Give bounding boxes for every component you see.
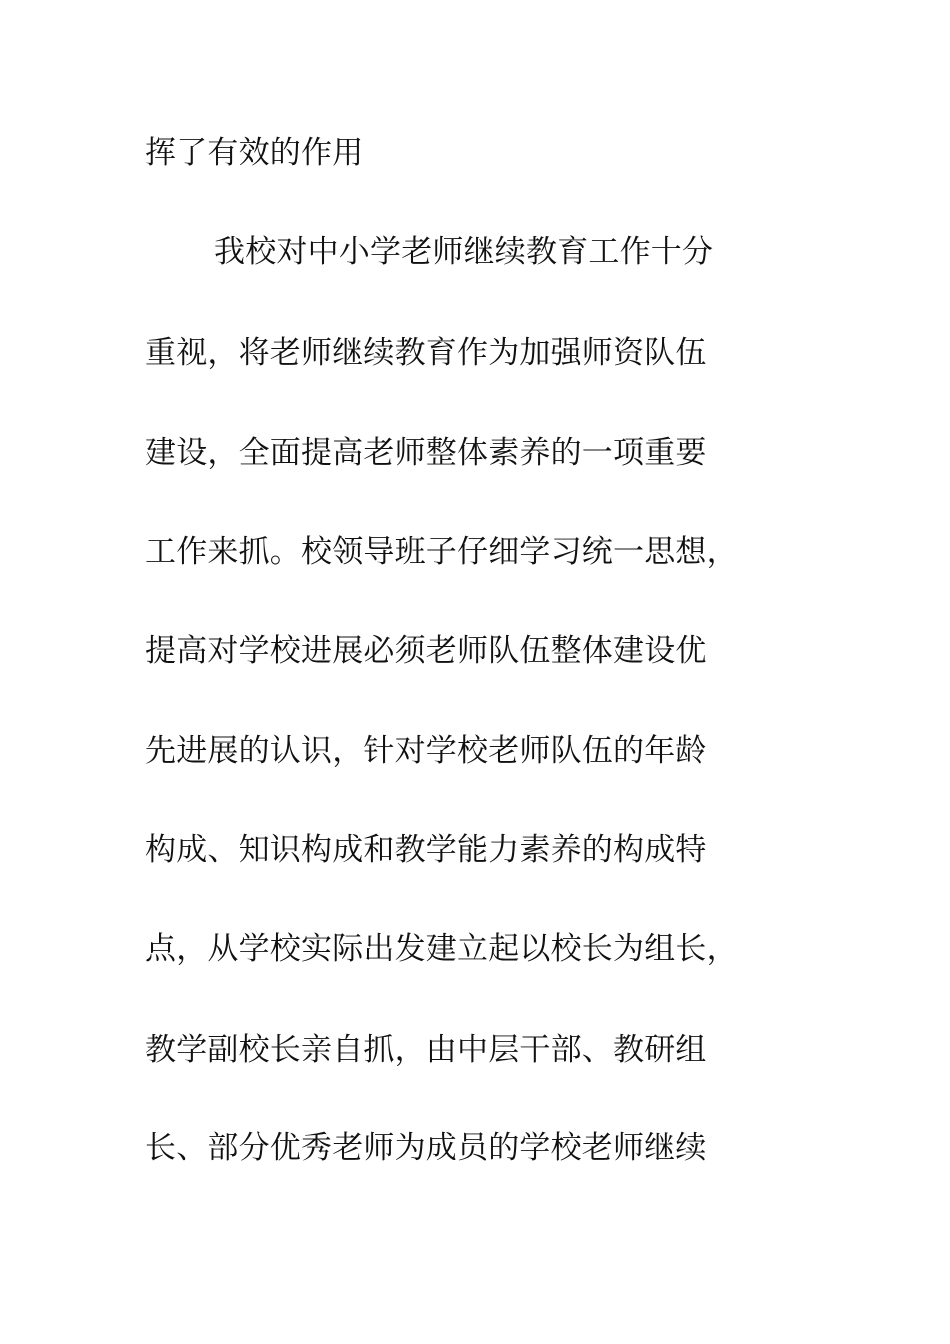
text-line-8: 构成、知识构成和教学能力素养的构成特: [145, 832, 707, 868]
text-line-6: 提高对学校进展必须老师队伍整体建设优: [145, 633, 707, 669]
text-line-5: 工作来抓。校领导班子仔细学习统一思想，: [145, 534, 738, 570]
text-line-1: 挥了有效的作用: [145, 135, 364, 171]
text-line-2: 我校对中小学老师继续教育工作十分: [214, 234, 714, 270]
text-line-4: 建设，全面提高老师整体素养的一项重要: [145, 435, 707, 471]
text-line-10: 教学副校长亲自抓，由中层干部、教研组: [145, 1032, 707, 1068]
text-line-9: 点，从学校实际出发建立起以校长为组长，: [145, 931, 738, 967]
text-line-11: 长、部分优秀老师为成员的学校老师继续: [145, 1130, 707, 1166]
text-line-3: 重视，将老师继续教育作为加强师资队伍: [145, 335, 707, 371]
text-line-7: 先进展的认识，针对学校老师队伍的年龄: [145, 733, 707, 769]
